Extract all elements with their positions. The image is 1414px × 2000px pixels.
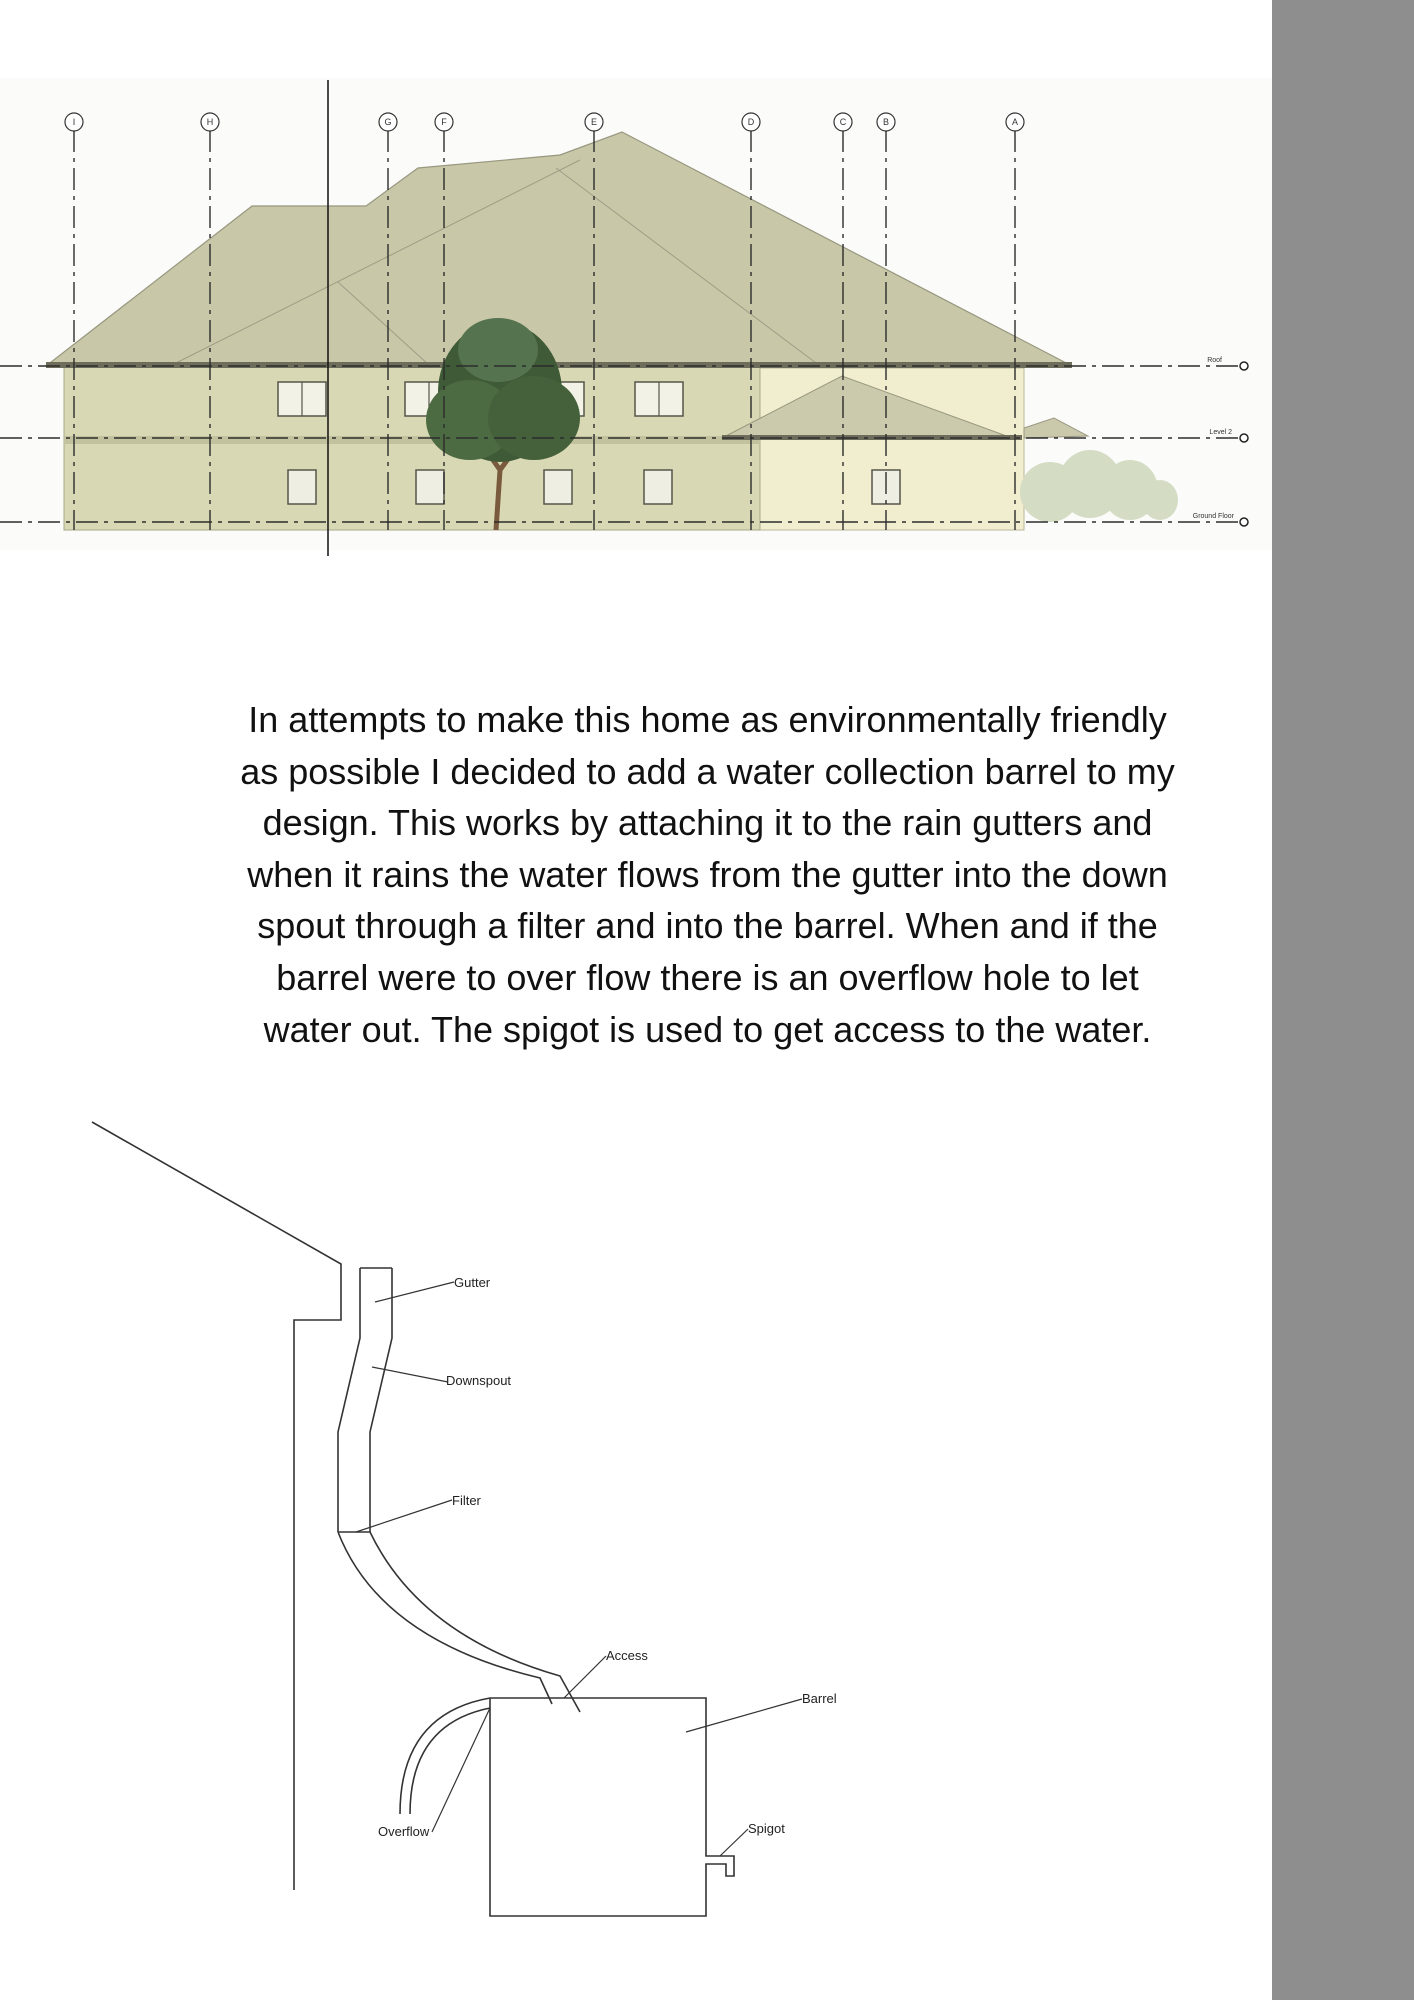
grid-label-e: E xyxy=(590,117,598,127)
level-label-ground: Ground Floor xyxy=(1192,513,1234,520)
door xyxy=(544,470,572,504)
leader-overflow xyxy=(432,1708,490,1832)
pipe-outer xyxy=(338,1532,552,1704)
door xyxy=(644,470,672,504)
leader-barrel xyxy=(686,1699,802,1732)
downspout-right xyxy=(370,1268,392,1532)
level-label-roof: Roof xyxy=(1207,357,1222,364)
label-filter: Filter xyxy=(452,1493,481,1508)
grid-label-c: C xyxy=(839,117,847,127)
grid-label-a: A xyxy=(1011,117,1019,127)
label-gutter: Gutter xyxy=(454,1275,491,1290)
pipe-inner xyxy=(370,1532,580,1712)
door xyxy=(416,470,444,504)
roof-fascia xyxy=(46,362,1072,368)
label-access: Access xyxy=(606,1648,648,1663)
label-spigot: Spigot xyxy=(748,1821,785,1836)
grid-label-b: B xyxy=(882,117,890,127)
leader-spigot xyxy=(720,1829,748,1856)
rain-barrel-diagram xyxy=(0,1100,1000,1940)
leader-lines xyxy=(356,1282,802,1856)
description-paragraph: In attempts to make this home as environmentally friendly as possible I decided to add a water collection barrel to my design. This works by attaching it to the rain gutters and when it rains the water flows from the gutter into the down spout through a filter and into the barrel. When and if the barrel were to over flow there is an overflow hole to let water out. The spigot is used to get access to the water. xyxy=(240,699,1175,1050)
barrel-outline xyxy=(490,1698,734,1916)
grid-label-f: F xyxy=(441,117,447,127)
roof-edge xyxy=(92,1122,341,1890)
grid-label-g: G xyxy=(384,117,392,127)
overflow-pipe-inner xyxy=(410,1708,490,1814)
sidebar-strip xyxy=(1272,0,1414,2000)
grid-label-i: I xyxy=(72,117,76,127)
door xyxy=(288,470,316,504)
level-label-2: Level 2 xyxy=(1209,429,1232,436)
diagram-labels xyxy=(378,1275,837,1839)
label-barrel: Barrel xyxy=(802,1691,837,1706)
grid-label-h: H xyxy=(206,117,214,127)
leader-access xyxy=(564,1656,606,1698)
leader-gutter xyxy=(375,1282,454,1302)
annex-wall xyxy=(760,368,1024,530)
label-downspout: Downspout xyxy=(446,1373,512,1388)
house-elevation xyxy=(0,78,1272,558)
label-overflow: Overflow xyxy=(378,1824,430,1839)
grid-label-d: D xyxy=(747,117,755,127)
overflow-pipe-outer xyxy=(400,1698,490,1814)
floor-band xyxy=(64,436,760,444)
